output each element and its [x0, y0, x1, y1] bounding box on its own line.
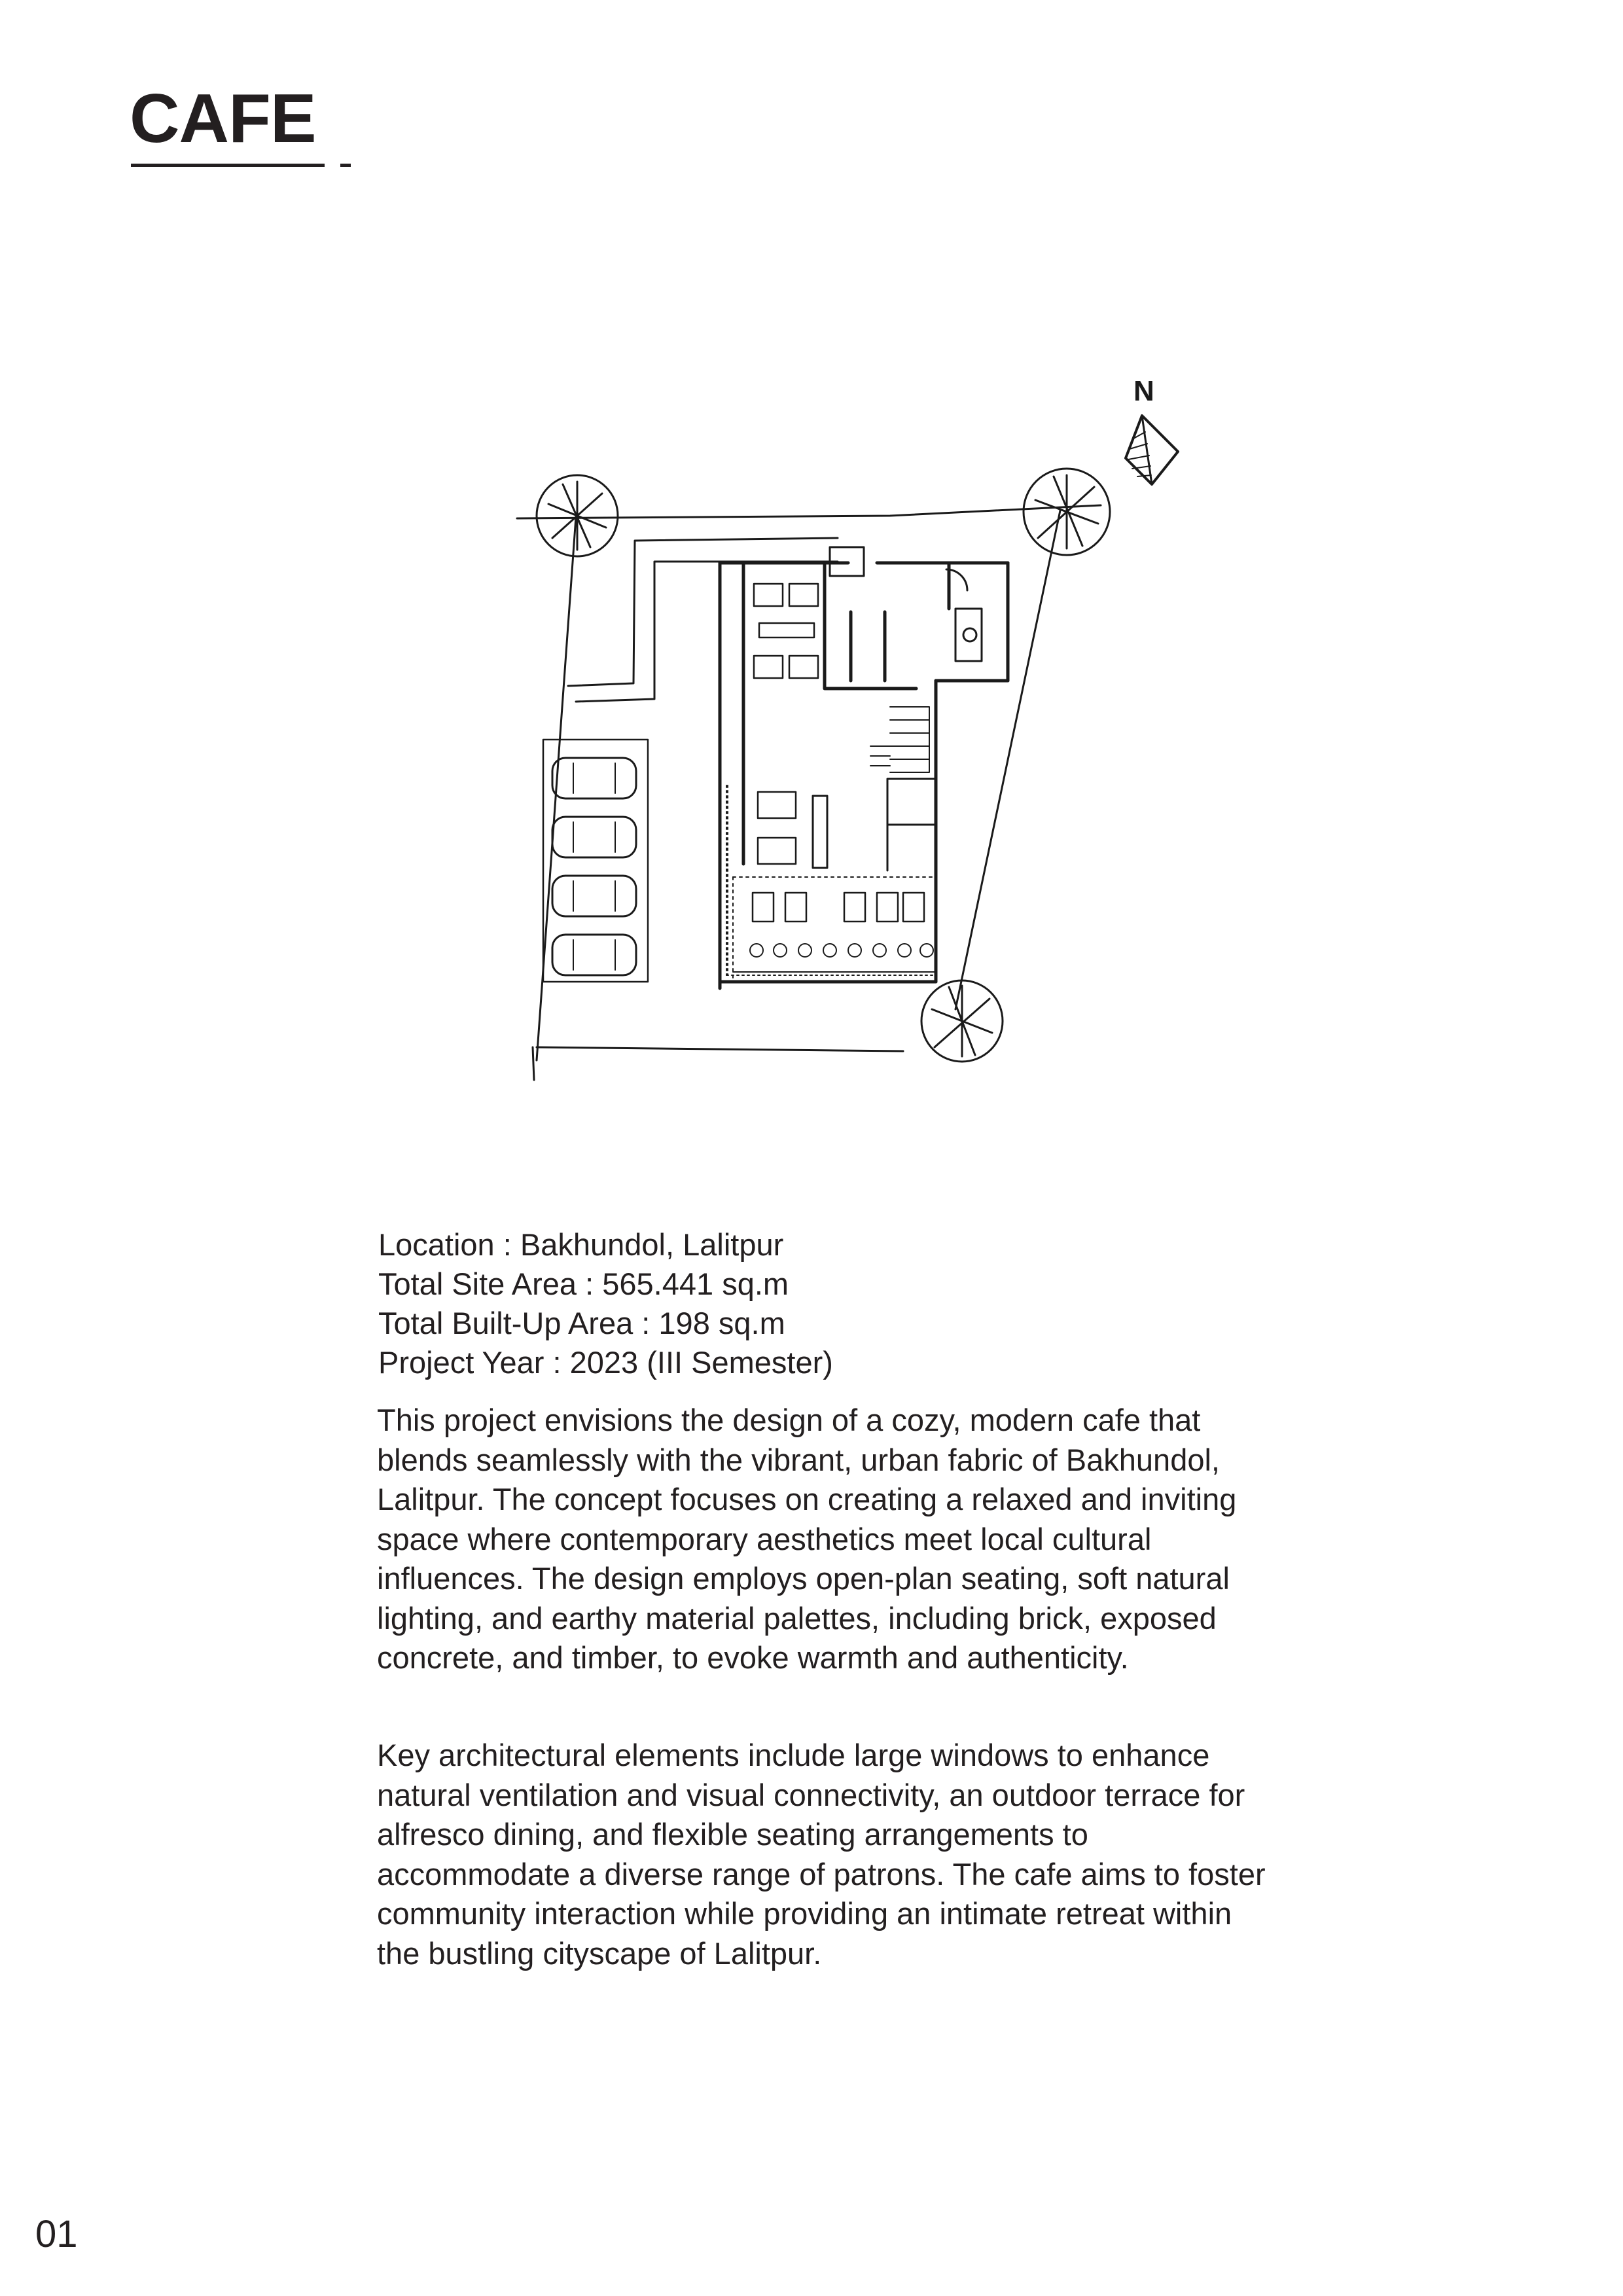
tree-icon: [537, 469, 1110, 1062]
page-title: CAFE: [130, 80, 316, 157]
title-dash: [340, 164, 351, 167]
table-sets: [753, 584, 924, 922]
description-paragraph-2: Key architectural elements include large windows to enhance natural ventilation and visual connectivity, an outdoor terrace for alfresco dining, and flexible seating arrangements to accommodate a diverse range of patrons. The cafe aims to foster community interaction while providing an intimate retreat within the bustling cityscape of Lalitpur.: [377, 1738, 1266, 1971]
site-boundary: [517, 505, 1101, 1080]
title-underline: [131, 164, 325, 167]
site-area-line: Total Site Area : 565.441 sq.m: [378, 1266, 789, 1301]
building-walls: [720, 563, 1008, 988]
site-plan-sketch: [497, 353, 1191, 1126]
north-arrow-icon: [1126, 375, 1178, 484]
description-paragraph-1: This project envisions the design of a cozy, modern cafe that blends seamlessly with the vibrant, urban fabric of Bakhundol, Lalitpur. The concept focuses on creating a relaxed and inviting space where contemporary aesthetics meet local cultural influences. The design employs open-plan seating, soft natural lighting, and earthy material palettes, including brick, exposed concrete, and timber, to evoke warmth and authenticity.: [377, 1403, 1237, 1675]
staircase: [870, 707, 929, 772]
built-up-area-line: Total Built-Up Area : 198 sq.m: [378, 1306, 785, 1340]
project-year-line: Project Year : 2023 (III Semester): [378, 1345, 833, 1380]
page-number: 01: [35, 2213, 78, 2255]
project-info: [378, 1225, 1294, 1382]
counter: [813, 796, 827, 868]
parking-cars: [543, 740, 648, 982]
location-line: Location : Bakhundol, Lalitpur: [378, 1227, 784, 1262]
compass-label: N: [1133, 375, 1154, 407]
